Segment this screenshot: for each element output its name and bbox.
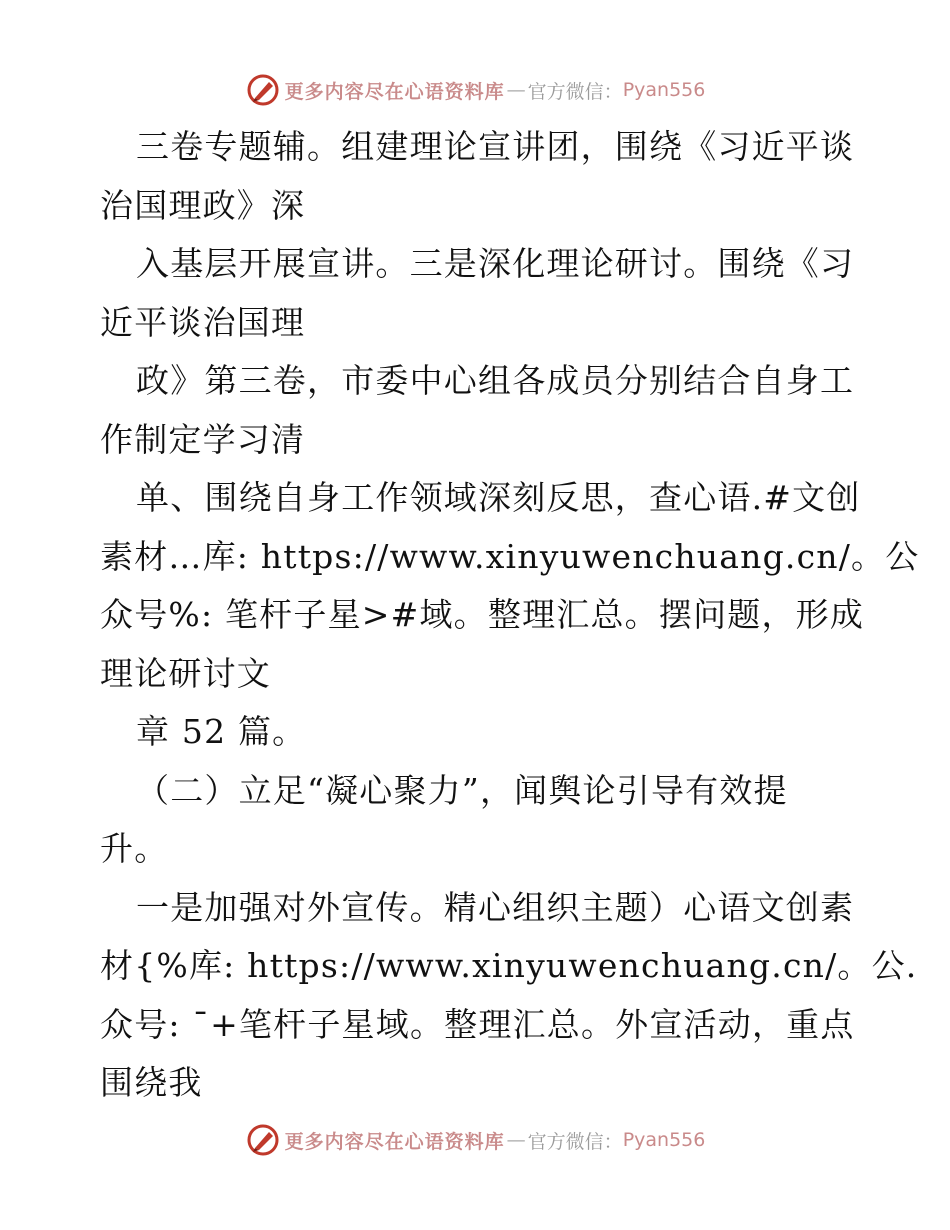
body-line: 治国理政》深	[100, 185, 306, 225]
header-banner	[0, 70, 950, 110]
header-wechat-label: 官方微信：	[527, 80, 623, 103]
body-line: 众号: ¯+笔杆子星域。整理汇总。外宣活动，重点	[100, 1004, 855, 1044]
body-line: 素材…库: https://www.xinyuwenchuang.cn/。公	[100, 536, 920, 576]
pen-logo-icon	[245, 1122, 281, 1158]
header-brand: 更多内容尽在心语资料库	[284, 80, 505, 103]
body-line: 一是加强对外宣传。精心组织主题）心语文创素	[136, 887, 855, 927]
body-line: 政》第三卷，市委中心组各成员分别结合自身工	[136, 361, 855, 400]
body-line: 作制定学习清	[100, 419, 306, 459]
body-line: 围绕我	[100, 1063, 203, 1102]
document-body	[100, 118, 920, 1113]
body-line: 众号%: 笔杆子星>#域。整理汇总。摆问题，形成	[100, 595, 865, 634]
footer-wechat-id: Pyan556	[622, 1129, 706, 1151]
header-separator: —	[506, 79, 526, 101]
body-line: 三卷专题辅。组建理论宣讲团，围绕《习近平谈	[136, 127, 855, 166]
body-line: 材{%库: https://www.xinyuwenchuang.cn/。公.	[100, 946, 918, 985]
body-line: 入基层开展宣讲。三是深化理论研讨。围绕《习	[136, 244, 855, 283]
body-line: 近平谈治国理	[100, 302, 306, 342]
body-line: 单、围绕自身工作领域深刻反思，查心语.#文创	[136, 478, 861, 517]
footer-brand: 更多内容尽在心语资料库	[284, 1130, 505, 1153]
body-line: 理论研讨文	[100, 653, 271, 693]
body-line: 章 52 篇。	[136, 712, 307, 751]
pen-logo-icon	[245, 72, 281, 108]
body-line: 升。	[100, 829, 169, 868]
footer-banner	[0, 1120, 950, 1160]
footer-wechat-label: 官方微信：	[527, 1130, 623, 1153]
footer-separator: —	[506, 1129, 526, 1151]
header-wechat-id: Pyan556	[622, 79, 706, 101]
section-heading: （二）立足“凝心聚力”，闻舆论引导有效提	[136, 770, 788, 810]
